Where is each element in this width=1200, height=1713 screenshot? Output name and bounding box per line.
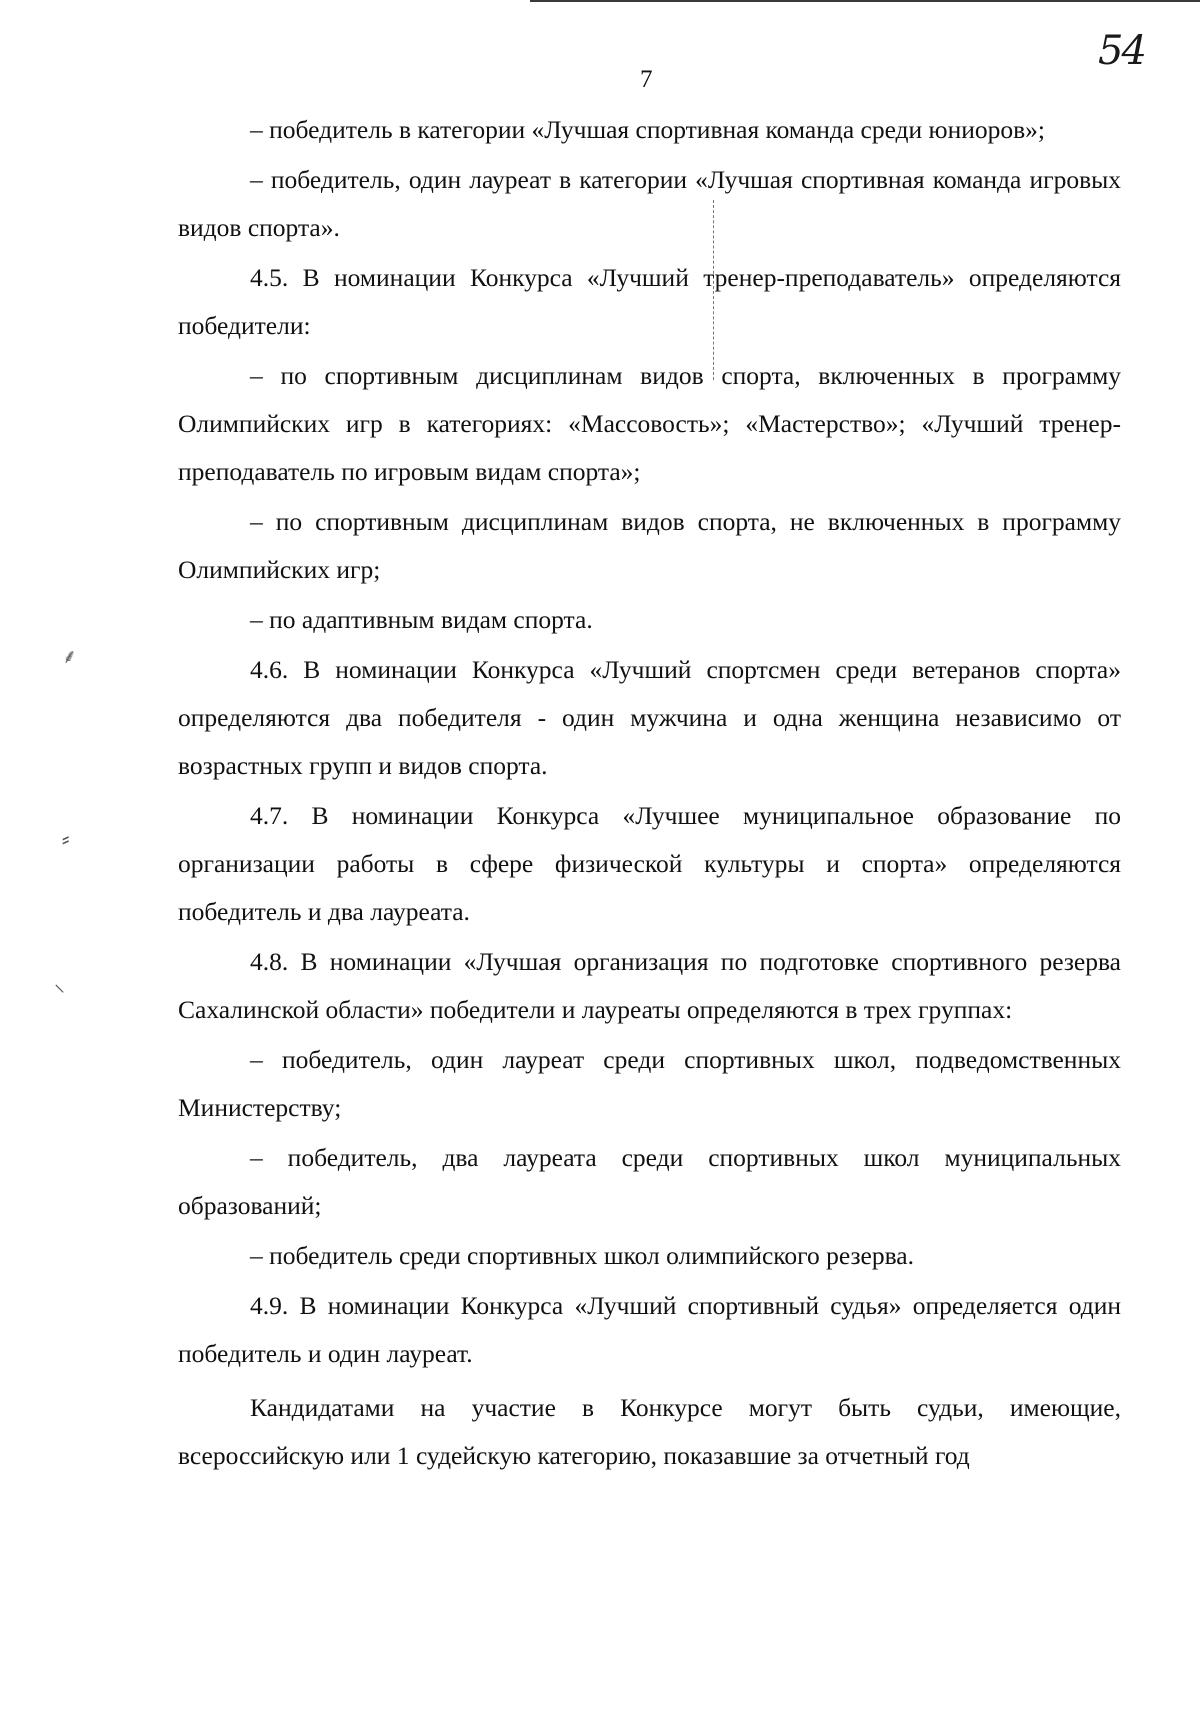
document-body — [178, 106, 1121, 1482]
section-4-7: 4.7. В номинации Конкурса «Лучшее муниципальное образование по организации работы в сфере физической культуры и спорта» определяются победитель и два лауреата. — [178, 801, 1121, 926]
list-item: – по спортивным дисциплинам видов спорта, включенных в программу Олимпийских игр в категориях: «Массовость»; «Мастерство»; «Лучший тренер-преподаватель по игровым видам спорта»; — [178, 361, 1121, 486]
list-item: – победитель, два лауреата среди спортивных школ муниципальных образований; — [178, 1143, 1121, 1220]
scan-speck: ⸜ — [54, 972, 66, 997]
section-4-9: 4.9. В номинации Конкурса «Лучший спортивный судья» определяется один победитель и один лауреат. — [178, 1291, 1121, 1368]
list-item: – победитель, один лауреат среди спортивных школ, подведомственных Министерству; — [178, 1045, 1121, 1122]
list-item: – победитель в категории «Лучшая спортивная команда среди юниоров»; — [250, 115, 1046, 144]
scan-top-edge — [530, 0, 1200, 2]
paragraph: Кандидатами на участие в Конкурсе могут быть судьи, имеющие, всероссийскую или 1 судейскую категорию, показавшие за отчетный год — [178, 1393, 1121, 1470]
section-4-6: 4.6. В номинации Конкурса «Лучший спортсмен среди ветеранов спорта» определяются два победителя - один мужчина и одна женщина независимо от возрастных групп и видов спорта. — [178, 655, 1121, 780]
scan-speck: ⸗ — [62, 827, 70, 852]
list-item: – по спортивным дисциплинам видов спорта, не включенных в программу Олимпийских игр; — [178, 507, 1121, 584]
page-number: 7 — [640, 66, 653, 93]
list-item: – победитель, один лауреат в категории «Лучшая спортивная команда игровых видов спорта». — [178, 165, 1121, 242]
section-4-5: 4.5. В номинации Конкурса «Лучший тренер-преподаватель» определяются победители: — [178, 263, 1121, 340]
list-item: – по адаптивным видам спорта. — [250, 605, 593, 634]
section-4-8: 4.8. В номинации «Лучшая организация по подготовке спортивного резерва Сахалинской области» победители и лауреаты определяются в трех группах: — [178, 947, 1121, 1024]
list-item: – победитель среди спортивных школ олимпийского резерва. — [250, 1241, 914, 1270]
scan-speck: ⸙ — [62, 644, 77, 668]
handwritten-page-number: 54 — [1098, 28, 1145, 74]
